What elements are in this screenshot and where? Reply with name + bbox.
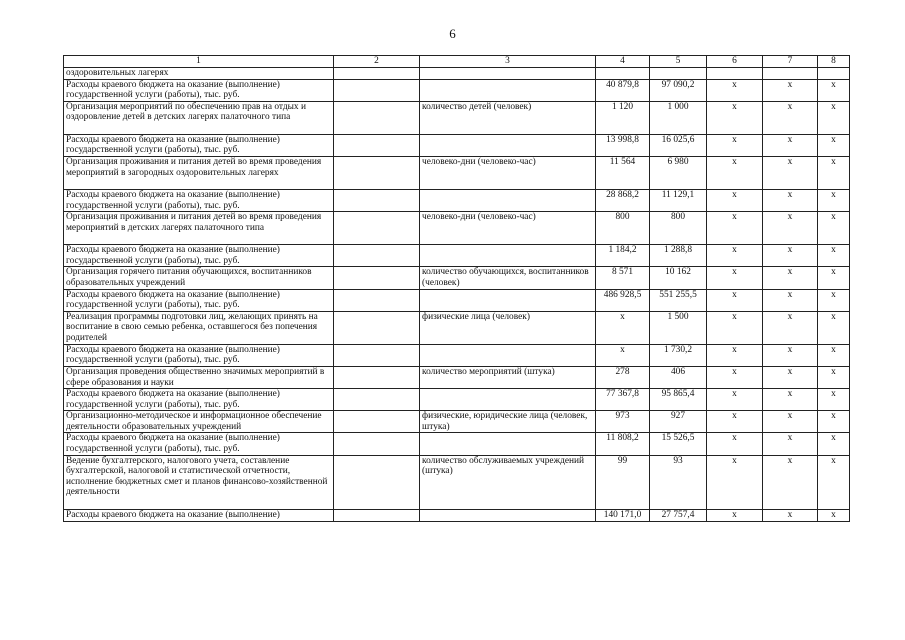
row-column-2: [334, 101, 420, 134]
row-description: Организация горячего питания обучающихся, воспитанников образовательных учреждений: [64, 267, 334, 289]
row-description: Организация проживания и питания детей во время проведения мероприятий в детских лагерях палаточного типа: [64, 212, 334, 245]
row-value-col5: 27 757,4: [650, 509, 707, 521]
row-indicator: человеко-дни (человеко-час): [420, 212, 596, 245]
row-column-2: [334, 455, 420, 509]
row-value-col5: 1 500: [650, 311, 707, 344]
row-value-col5: 927: [650, 411, 707, 433]
row-value-col7: [763, 68, 818, 80]
row-column-2: [334, 289, 420, 311]
row-description: Ведение бухгалтерского, налогового учета, составление бухгалтерской, налоговой и статистической отчетности, исполнение бюджетных смет и планов финансово-хозяйственной деятельности: [64, 455, 334, 509]
column-header-2: 2: [334, 56, 420, 68]
row-value-col8: х: [818, 366, 850, 388]
row-value-col7: х: [763, 433, 818, 455]
row-description: Расходы краевого бюджета на оказание (выполнение) государственной услуги (работы), тыс. руб.: [64, 433, 334, 455]
row-value-col4: 140 171,0: [596, 509, 650, 521]
row-value-col6: х: [707, 311, 763, 344]
row-column-2: [334, 68, 420, 80]
column-header-7: 7: [763, 56, 818, 68]
table-row: [64, 267, 850, 289]
row-value-col8: х: [818, 311, 850, 344]
row-indicator: [420, 245, 596, 267]
table-row: [64, 134, 850, 156]
row-value-col5: 15 526,5: [650, 433, 707, 455]
row-indicator: [420, 433, 596, 455]
row-value-col6: х: [707, 433, 763, 455]
row-value-col7: х: [763, 267, 818, 289]
row-value-col4: 1 120: [596, 101, 650, 134]
row-value-col5: 551 255,5: [650, 289, 707, 311]
row-column-2: [334, 411, 420, 433]
row-value-col4: 77 367,8: [596, 389, 650, 411]
row-value-col4: 40 879,8: [596, 79, 650, 101]
row-column-2: [334, 389, 420, 411]
table-row: [64, 433, 850, 455]
column-header-8: 8: [818, 56, 850, 68]
row-indicator: [420, 389, 596, 411]
row-column-2: [334, 433, 420, 455]
row-value-col5: 95 865,4: [650, 389, 707, 411]
row-column-2: [334, 156, 420, 189]
page-number: 6: [449, 26, 456, 41]
row-value-col5: 16 025,6: [650, 134, 707, 156]
row-value-col6: х: [707, 267, 763, 289]
row-column-2: [334, 245, 420, 267]
row-column-2: [334, 212, 420, 245]
row-value-col8: х: [818, 455, 850, 509]
row-value-col5: [650, 68, 707, 80]
row-description: Расходы краевого бюджета на оказание (выполнение) государственной услуги (работы), тыс. руб.: [64, 79, 334, 101]
row-value-col5: 93: [650, 455, 707, 509]
row-value-col8: х: [818, 156, 850, 189]
row-column-2: [334, 366, 420, 388]
row-value-col6: х: [707, 389, 763, 411]
row-indicator: [420, 509, 596, 521]
row-value-col8: х: [818, 267, 850, 289]
row-value-col8: х: [818, 433, 850, 455]
row-description: Организация мероприятий по обеспечению прав на отдых и оздоровление детей в детских лагерях палаточного типа: [64, 101, 334, 134]
row-value-col4: 11 564: [596, 156, 650, 189]
row-value-col6: х: [707, 134, 763, 156]
row-value-col8: [818, 68, 850, 80]
row-value-col4: 28 868,2: [596, 189, 650, 211]
row-value-col5: 1 730,2: [650, 344, 707, 366]
row-value-col8: х: [818, 411, 850, 433]
row-value-col5: 1 000: [650, 101, 707, 134]
row-description: Расходы краевого бюджета на оказание (выполнение) государственной услуги (работы), тыс. руб.: [64, 344, 334, 366]
table-row: [64, 212, 850, 245]
row-description: Расходы краевого бюджета на оказание (выполнение) государственной услуги (работы), тыс. руб.: [64, 189, 334, 211]
row-indicator: [420, 134, 596, 156]
row-value-col4: [596, 68, 650, 80]
row-value-col7: х: [763, 344, 818, 366]
table-header-row: [64, 56, 850, 68]
row-value-col7: х: [763, 389, 818, 411]
row-value-col7: х: [763, 79, 818, 101]
row-value-col4: 973: [596, 411, 650, 433]
row-value-col8: х: [818, 101, 850, 134]
row-value-col7: х: [763, 366, 818, 388]
row-value-col4: 800: [596, 212, 650, 245]
column-header-4: 4: [596, 56, 650, 68]
row-column-2: [334, 134, 420, 156]
row-value-col7: х: [763, 245, 818, 267]
row-value-col4: 1 184,2: [596, 245, 650, 267]
row-value-col6: х: [707, 212, 763, 245]
row-indicator: человеко-дни (человеко-час): [420, 156, 596, 189]
row-value-col6: х: [707, 189, 763, 211]
row-indicator: физические лица (человек): [420, 311, 596, 344]
row-value-col8: х: [818, 289, 850, 311]
row-indicator: [420, 189, 596, 211]
column-header-3: 3: [420, 56, 596, 68]
row-indicator: физические, юридические лица (человек, штука): [420, 411, 596, 433]
row-value-col4: 99: [596, 455, 650, 509]
row-value-col6: х: [707, 455, 763, 509]
row-description: Организационно-методическое и информационное обеспечение деятельности образовательных учреждений: [64, 411, 334, 433]
row-value-col5: 11 129,1: [650, 189, 707, 211]
row-column-2: [334, 311, 420, 344]
row-value-col6: х: [707, 245, 763, 267]
column-header-1: 1: [64, 56, 334, 68]
row-indicator: [420, 68, 596, 80]
row-value-col5: 800: [650, 212, 707, 245]
table-row: [64, 509, 850, 521]
table-row: [64, 344, 850, 366]
row-description: Организация проведения общественно значимых мероприятий в сфере образования и науки: [64, 366, 334, 388]
row-value-col6: х: [707, 79, 763, 101]
row-value-col4: 278: [596, 366, 650, 388]
row-value-col6: х: [707, 289, 763, 311]
row-column-2: [334, 79, 420, 101]
row-value-col5: 97 090,2: [650, 79, 707, 101]
table-row: [64, 455, 850, 509]
column-header-5: 5: [650, 56, 707, 68]
column-header-6: 6: [707, 56, 763, 68]
row-value-col7: х: [763, 101, 818, 134]
row-value-col4: 13 998,8: [596, 134, 650, 156]
row-column-2: [334, 189, 420, 211]
row-value-col8: х: [818, 509, 850, 521]
row-description: Организация проживания и питания детей во время проведения мероприятий в загородных оздоровительных лагерях: [64, 156, 334, 189]
row-value-col6: [707, 68, 763, 80]
table-row: [64, 68, 850, 80]
row-value-col7: х: [763, 289, 818, 311]
table-body: [64, 68, 850, 522]
row-value-col8: х: [818, 189, 850, 211]
row-value-col7: х: [763, 134, 818, 156]
row-description: Расходы краевого бюджета на оказание (выполнение) государственной услуги (работы), тыс. руб.: [64, 389, 334, 411]
row-value-col7: х: [763, 311, 818, 344]
row-value-col6: х: [707, 366, 763, 388]
row-value-col7: х: [763, 189, 818, 211]
row-value-col4: 486 928,5: [596, 289, 650, 311]
table-row: [64, 389, 850, 411]
row-indicator: [420, 344, 596, 366]
row-value-col7: х: [763, 212, 818, 245]
row-value-col4: 8 571: [596, 267, 650, 289]
row-column-2: [334, 344, 420, 366]
row-value-col8: х: [818, 344, 850, 366]
row-value-col6: х: [707, 411, 763, 433]
row-value-col5: 406: [650, 366, 707, 388]
row-value-col7: х: [763, 156, 818, 189]
table-row: [64, 156, 850, 189]
row-value-col7: х: [763, 509, 818, 521]
row-value-col6: х: [707, 101, 763, 134]
row-description: Расходы краевого бюджета на оказание (выполнение) государственной услуги (работы), тыс. руб.: [64, 245, 334, 267]
row-value-col8: х: [818, 245, 850, 267]
services-table: [63, 55, 850, 522]
row-description: Реализация программы подготовки лиц, желающих принять на воспитание в свою семью ребенка, оставшегося без попечения родителей: [64, 311, 334, 344]
row-description: Расходы краевого бюджета на оказание (выполнение) государственной услуги (работы), тыс. руб.: [64, 289, 334, 311]
table-row: [64, 366, 850, 388]
row-value-col8: х: [818, 134, 850, 156]
row-value-col6: х: [707, 344, 763, 366]
table-row: [64, 245, 850, 267]
row-value-col8: х: [818, 212, 850, 245]
row-indicator: количество обслуживаемых учреждений (штука): [420, 455, 596, 509]
row-value-col8: х: [818, 389, 850, 411]
row-description: Расходы краевого бюджета на оказание (выполнение): [64, 509, 334, 521]
row-value-col6: х: [707, 509, 763, 521]
row-column-2: [334, 509, 420, 521]
row-indicator: [420, 79, 596, 101]
table-row: [64, 311, 850, 344]
row-value-col7: х: [763, 455, 818, 509]
row-value-col5: 1 288,8: [650, 245, 707, 267]
table-row: [64, 189, 850, 211]
table-row: [64, 79, 850, 101]
row-indicator: количество обучающихся, воспитанников (человек): [420, 267, 596, 289]
table-row: [64, 289, 850, 311]
row-indicator: количество мероприятий (штука): [420, 366, 596, 388]
row-indicator: количество детей (человек): [420, 101, 596, 134]
row-value-col4: 11 808,2: [596, 433, 650, 455]
row-value-col7: х: [763, 411, 818, 433]
row-value-col6: х: [707, 156, 763, 189]
row-value-col5: 6 980: [650, 156, 707, 189]
row-description: Расходы краевого бюджета на оказание (выполнение) государственной услуги (работы), тыс. руб.: [64, 134, 334, 156]
row-column-2: [334, 267, 420, 289]
row-value-col5: 10 162: [650, 267, 707, 289]
row-value-col8: х: [818, 79, 850, 101]
row-value-col4: х: [596, 311, 650, 344]
row-description: оздоровительных лагерях: [64, 68, 334, 80]
table-row: [64, 101, 850, 134]
row-indicator: [420, 289, 596, 311]
row-value-col4: х: [596, 344, 650, 366]
table-row: [64, 411, 850, 433]
